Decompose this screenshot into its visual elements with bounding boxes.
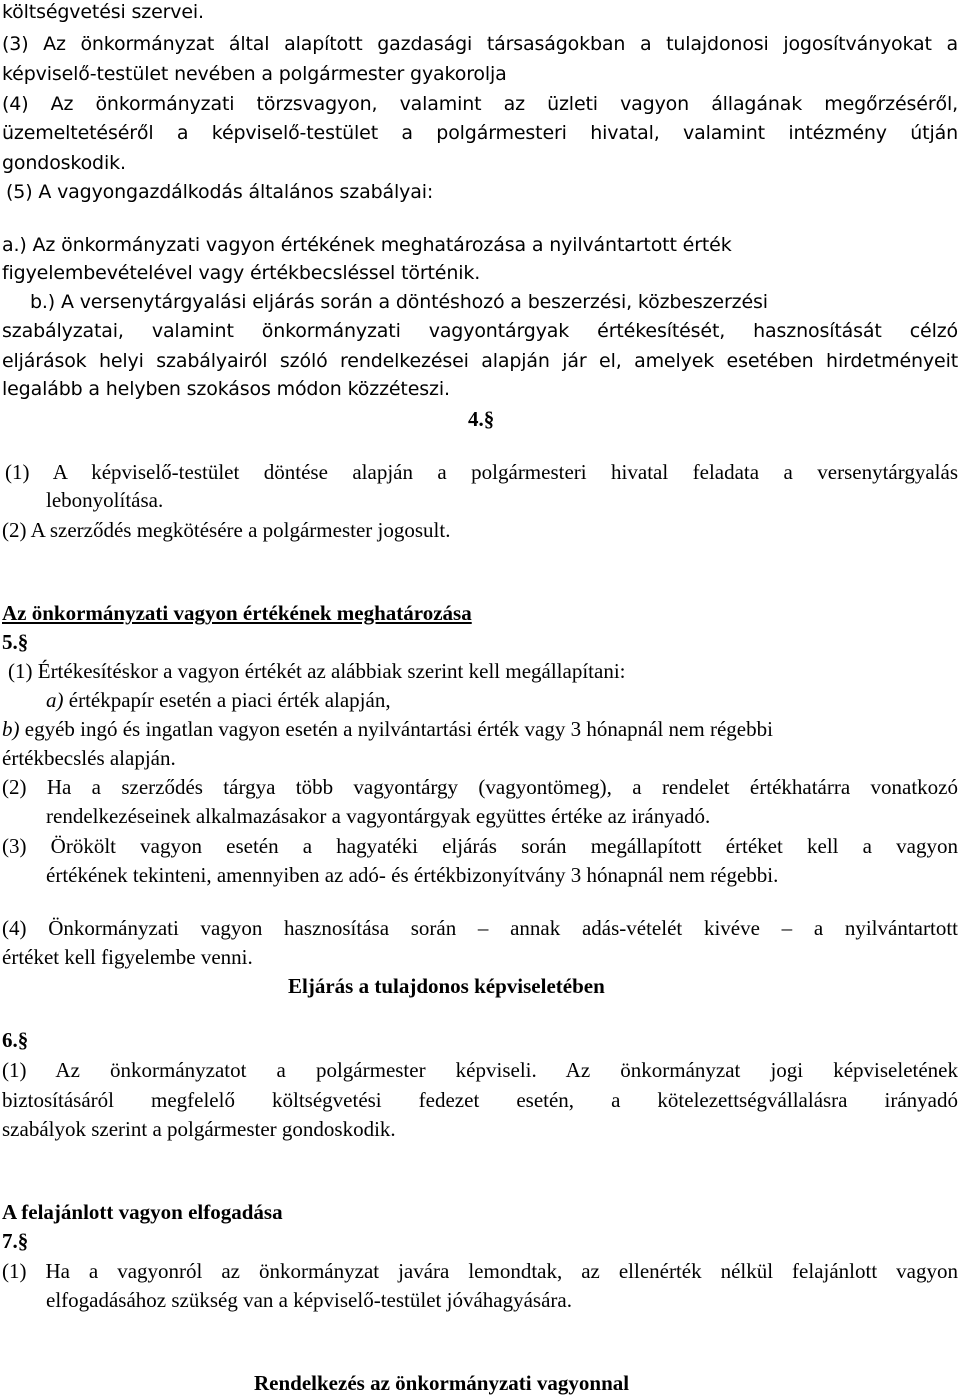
text-line: (3) Az önkormányzat által alapított gazdasági társaságokban a tulajdonosi jogosítványokat a xyxy=(2,33,958,55)
section-heading-7: 7.§ xyxy=(2,1229,29,1253)
text-line: értéket kell figyelembe venni. xyxy=(2,945,253,969)
text-line: (4) Önkormányzati vagyon hasznosítása során – annak adás-vételét kivéve – a nyilvántartott xyxy=(2,916,958,940)
text-line: rendelkezéseinek alkalmazásakor a vagyontárgyak együttes értéke az irányadó. xyxy=(46,804,711,828)
text-line: költségvetési szervei. xyxy=(2,1,204,23)
text-line: lebonyolítása. xyxy=(46,488,164,512)
text-line: szabályok szerint a polgármester gondoskodik. xyxy=(2,1117,396,1141)
section-heading-5: 5.§ xyxy=(2,630,29,654)
list-text: értékpapír esetén a piaci érték alapján, xyxy=(63,688,391,712)
text-line: (1) Értékesítéskor a vagyon értékét az alábbiak szerint kell megállapítani: xyxy=(8,659,626,683)
text-line: figyelembevételével vagy értékbecsléssel történik. xyxy=(2,262,481,284)
text-line: képviselő-testület nevében a polgármester gyakorolja xyxy=(2,63,507,85)
text-line: (5) A vagyongazdálkodás általános szabályai: xyxy=(6,181,434,203)
section-heading-6: 6.§ xyxy=(2,1028,29,1052)
text-line: (3) Örökölt vagyon esetén a hagyatéki eljárás során megállapított értéket kell a vagyon xyxy=(2,834,958,858)
text-line: (2) A szerződés megkötésére a polgármester jogosult. xyxy=(2,518,451,542)
section-title-7: A felajánlott vagyon elfogadása xyxy=(2,1200,283,1224)
list-label: b) xyxy=(2,717,20,741)
list-label: a) xyxy=(46,688,64,712)
section-title-6: Eljárás a tulajdonos képviseletében xyxy=(288,974,605,998)
text-line: (2) Ha a szerződés tárgya több vagyontárgy (vagyontömeg), a rendelet értékhatárra vonatkozó xyxy=(2,775,958,799)
text-line: (1) A képviselő-testület döntése alapján a polgármesteri hivatal feladata a versenytárgyalás xyxy=(5,460,958,484)
text-line: elfogadásához szükség van a képviselő-testület jóváhagyására. xyxy=(46,1288,572,1312)
text-line: gondoskodik. xyxy=(2,152,126,174)
text-line: a.) Az önkormányzati vagyon értékének meghatározása a nyilvántartott érték xyxy=(2,234,732,256)
list-text: egyéb ingó és ingatlan vagyon esetén a nyilvántartási érték vagy 3 hónapnál nem régebbi xyxy=(19,717,773,741)
text-line: b.) A versenytárgyalási eljárás során a döntéshozó a beszerzési, közbeszerzési xyxy=(30,291,768,313)
text-line xyxy=(46,690,958,711)
text-line: legalább a helyben szokásos módon közzéteszi. xyxy=(2,378,450,400)
text-line: (4) Az önkormányzati törzsvagyon, valamint az üzleti vagyon állagának megőrzéséről, xyxy=(2,93,958,115)
text-line: eljárások helyi szabályairól szóló rendelkezései alapján jár el, amelyek esetében hirdetményeit xyxy=(2,350,958,372)
text-line: üzemeltetéséről a képviselő-testület a polgármesteri hivatal, valamint intézmény útján xyxy=(2,122,958,144)
text-line: szabályzatai, valamint önkormányzati vagyontárgyak értékesítését, hasznosítását célzó xyxy=(2,320,958,342)
text-line: biztosításáról megfelelő költségvetési fedezet esetén, a kötelezettségvállalásra irányadó xyxy=(2,1088,958,1112)
text-line: (1) Ha a vagyonról az önkormányzat javára lemondtak, az ellenérték nélkül felajánlott vagyon xyxy=(2,1259,958,1283)
section-heading-4: 4.§ xyxy=(468,407,495,431)
text-line: (1) Az önkormányzatot a polgármester képviseli. Az önkormányzat jogi képviseletének xyxy=(2,1058,958,1082)
footer-title: Rendelkezés az önkormányzati vagyonnal xyxy=(254,1371,630,1395)
text-line: értékének tekinteni, amennyiben az adó- és értékbizonyítvány 3 hónapnál nem régebbi. xyxy=(46,863,779,887)
section-title-5: Az önkormányzati vagyon értékének meghatározása xyxy=(2,601,472,625)
text-line: értékbecslés alapján. xyxy=(2,746,176,770)
text-line xyxy=(2,719,958,740)
